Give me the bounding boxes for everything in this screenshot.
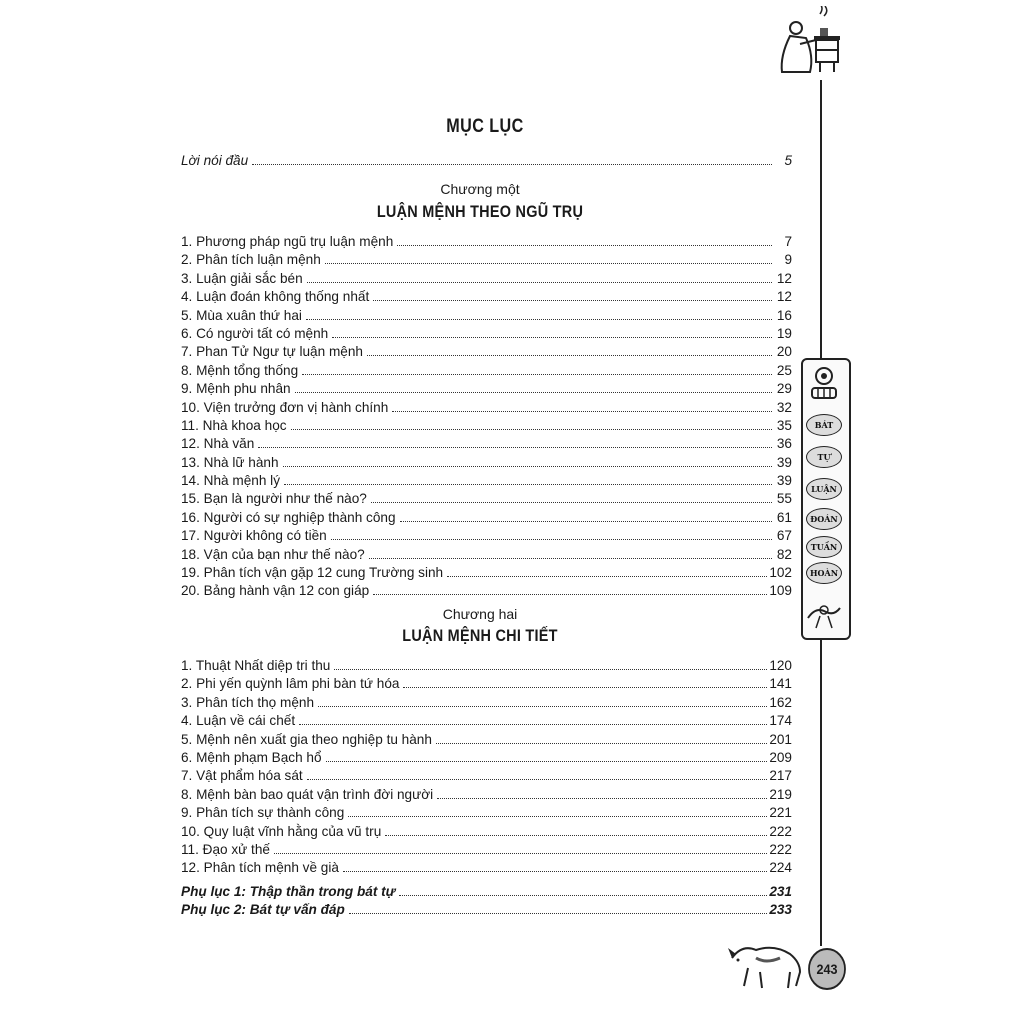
toc-entry[interactable] [181,581,792,599]
toc-entry-title: 13. Nhà lữ hành [181,454,279,470]
toc-entry-page: 19 [776,325,792,341]
leader-dots [295,379,772,393]
toc-entry-title: 6. Mệnh phạm Bạch hổ [181,749,322,765]
leader-dots [307,766,768,780]
leader-dots [258,434,772,448]
chapter-1-title: LUẬN MỆNH THEO NGŨ TRỤ [376,202,584,221]
page-title: MỤC LỤC [446,116,524,137]
leader-dots [385,822,767,836]
side-tab-seal: TỰ [806,446,842,468]
toc-entry-title: 9. Phân tích sự thành công [181,805,345,821]
toc-entry-title: 10. Quy luật vĩnh hằng của vũ trụ [181,823,382,839]
leader-dots [392,398,772,412]
leader-dots [348,803,767,817]
toc-entry-title: 4. Luận về cái chết [181,713,296,729]
toc-entry-title: 3. Phân tích thọ mệnh [181,694,315,710]
preface-list [181,151,792,169]
toc-entry-page: 55 [776,491,792,507]
toc-entry-title: 12. Nhà văn [181,436,255,452]
toc-entry-page: 222 [769,841,792,857]
toc-entry[interactable] [181,840,792,858]
toc-entry-title: 11. Đạo xử thế [181,841,270,857]
leader-dots [306,306,772,320]
leader-dots [447,563,767,577]
toc-entry-page: 32 [776,399,792,415]
page-number: 243 [808,948,846,990]
toc-entry-page: 35 [776,417,792,433]
toc-entry-page: 102 [769,565,792,581]
side-tab-seal: HOÀN [806,562,842,584]
toc-entry[interactable] [181,250,792,268]
toc-entry-title: 20. Bảng hành vận 12 con giáp [181,583,370,599]
toc-entry-page: 231 [769,884,792,899]
toc-entry-page: 162 [769,694,792,710]
toc-entry[interactable] [181,232,792,250]
leader-dots [274,840,767,854]
toc-entry-title: 2. Phi yến quỳnh lâm phi bàn tứ hóa [181,676,400,692]
toc-entry[interactable] [181,324,792,342]
toc-entry[interactable] [181,730,792,748]
side-tab-seal: LUẬN [806,478,842,500]
toc-entry[interactable] [181,711,792,729]
toc-entry-page: 141 [769,676,792,692]
toc-entry-title: 8. Mệnh tổng thống [181,362,299,378]
toc-entry[interactable] [181,656,792,674]
toc-entry-page: 9 [784,252,792,268]
toc-entry-title: 6. Có người tất có mệnh [181,325,329,341]
toc-entry-page: 109 [769,583,792,599]
toc-entry-title: 11. Nhà khoa học [181,417,287,433]
leader-dots [437,785,767,799]
toc-entry[interactable] [181,785,792,803]
toc-entry[interactable] [181,453,792,471]
scholar-illustration [770,6,850,86]
appendix-list [181,882,792,919]
leader-dots [331,526,772,540]
toc-entry[interactable] [181,471,792,489]
toc-entry[interactable] [181,858,792,876]
toc-entry-page: 217 [769,768,792,784]
toc-entry-page: 221 [769,805,792,821]
toc-entry-page: 12 [776,270,792,286]
leader-dots [436,730,767,744]
toc-entry[interactable] [181,489,792,507]
toc-entry-title: 19. Phân tích vận gặp 12 cung Trường sinh [181,565,444,581]
toc-entry-page: 67 [776,528,792,544]
toc-entry[interactable] [181,269,792,287]
toc-entry-title: 15. Bạn là người như thế nào? [181,491,367,507]
toc-entry-title: 1. Thuật Nhất diệp tri thu [181,658,331,673]
toc-entry-page: 39 [776,454,792,470]
toc-entry-page: 219 [769,786,792,802]
toc-entry-page: 36 [776,436,792,452]
leader-dots [349,900,768,914]
leader-dots [299,711,767,725]
toc-entry-page: 174 [769,713,792,729]
leader-dots [400,508,772,522]
leader-dots [343,858,767,872]
toc-entry-page: 120 [769,658,792,673]
leader-dots [332,324,772,338]
leader-dots [252,151,772,165]
toc-entry-title: 14. Nhà mệnh lý [181,473,280,489]
leader-dots [318,693,767,707]
side-rule-bottom [820,636,822,946]
leader-dots [291,416,772,430]
toc-entry-page: 12 [776,289,792,305]
toc-entry-title: 7. Vật phẩm hóa sát [181,768,303,784]
leader-dots [283,453,772,467]
toc-entry-title: 3. Luận giải sắc bén [181,270,303,286]
toc-entry-page: 5 [784,153,792,168]
leader-dots [302,361,772,375]
leader-dots [326,748,768,762]
toc-entry-title: 18. Vận của bạn như thế nào? [181,546,365,562]
toc-entry-page: 209 [769,749,792,765]
leader-dots [334,656,767,670]
toc-entry-title: Phụ lục 2: Bát tự vấn đáp [181,902,345,918]
side-tab-seal: ĐOÁN [806,508,842,530]
toc-entry[interactable] [181,803,792,821]
toc-entry-page: 222 [769,823,792,839]
side-tab-seal: TUẦN [806,536,842,558]
leader-dots [373,581,767,595]
toc-entry[interactable] [181,342,792,360]
toc-entry-page: 29 [776,381,792,397]
leader-dots [397,232,772,246]
leader-dots [399,882,767,896]
chapter-2-label: Chương hai [442,606,518,622]
toc-entry-page: 20 [776,344,792,360]
toc-entry[interactable] [181,674,792,692]
toc-entry[interactable] [181,398,792,416]
toc-entry[interactable] [181,545,792,563]
leader-dots [367,342,772,356]
toc-entry-title: 2. Phân tích luận mệnh [181,252,321,268]
toc-entry-title: 17. Người không có tiền [181,528,327,544]
toc-entry[interactable] [181,693,792,711]
toc-entry-title: 5. Mệnh nên xuất gia theo nghiệp tu hành [181,731,432,747]
chapter-1-list [181,232,792,600]
small-figure-illustration [804,598,844,632]
toc-entry[interactable] [181,508,792,526]
toc-entry[interactable] [181,822,792,840]
leader-dots [371,489,772,503]
leader-dots [307,269,772,283]
toc-entry-page: 16 [776,307,792,323]
toc-entry[interactable] [181,882,792,900]
cat-illustration [726,938,806,994]
toc-entry-title: 10. Viện trưởng đơn vị hành chính [181,399,389,415]
side-tab-seal: BÁT [806,414,842,436]
side-rule-top [820,80,822,360]
toc-entry-title: 4. Luận đoán không thống nhất [181,289,370,305]
toc-entry-title: 12. Phân tích mệnh về già [181,860,339,876]
chapter-2-list [181,656,792,877]
toc-entry-title: Lời nói đầu [181,153,249,168]
toc-entry-page: 201 [769,731,792,747]
toc-entry-page: 224 [769,860,792,876]
toc-entry[interactable] [181,434,792,452]
toc-entry-title: 7. Phan Tử Ngư tự luận mệnh [181,344,363,360]
toc-entry-title: 9. Mệnh phu nhân [181,381,291,397]
toc-entry-page: 82 [776,546,792,562]
toc-entry[interactable] [181,416,792,434]
leader-dots [403,674,767,688]
toc-entry-page: 39 [776,473,792,489]
toc-entry[interactable] [181,748,792,766]
toc-entry-title: 1. Phương pháp ngũ trụ luận mệnh [181,234,394,249]
toc-entry-preface[interactable] [181,151,792,169]
toc-entry-page: 25 [776,362,792,378]
toc-entry[interactable] [181,361,792,379]
leader-dots [373,287,772,301]
toc-entry-page: 233 [769,902,792,918]
toc-entry[interactable] [181,766,792,784]
toc-entry-title: 5. Mùa xuân thứ hai [181,307,302,323]
leader-dots [284,471,772,485]
toc-entry-page: 61 [776,509,792,525]
leader-dots [325,250,772,264]
toc-entry-title: Phụ lục 1: Thập thần trong bát tự [181,884,396,899]
chapter-1-label: Chương một [440,181,520,197]
toc-entry[interactable] [181,563,792,581]
emblem-icon [808,366,840,402]
toc-entry[interactable] [181,526,792,544]
chapter-2-title: LUẬN MỆNH CHI TIẾT [402,626,558,645]
leader-dots [369,545,772,559]
toc-entry-title: 16. Người có sự nghiệp thành công [181,509,396,525]
toc-entry-page: 7 [784,234,792,249]
toc-entry-title: 8. Mệnh bàn bao quát vận trình đời người [181,786,434,802]
toc-entry[interactable] [181,900,792,918]
toc-entry[interactable] [181,287,792,305]
toc-entry[interactable] [181,379,792,397]
toc-entry[interactable] [181,306,792,324]
